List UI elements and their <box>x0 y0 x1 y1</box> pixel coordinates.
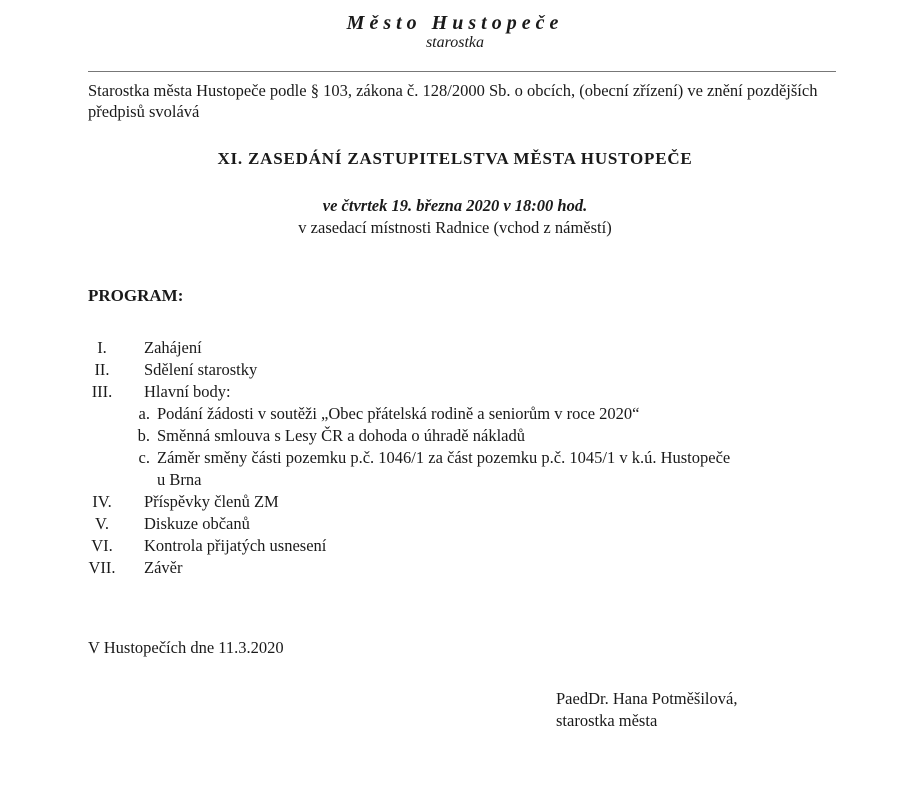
subitem-label: Záměr směny části pozemku p.č. 1046/1 za část pozemku p.č. 1045/1 v k.ú. Hustopeče <box>157 448 731 467</box>
agenda-item <box>0 557 910 579</box>
subitem-letter: c. <box>138 448 150 467</box>
agenda-item <box>0 535 910 557</box>
city-name: Město Hustopeče <box>346 12 564 34</box>
subitem-letter: b. <box>137 426 150 445</box>
agenda-item <box>0 491 910 513</box>
agenda-number: VI. <box>91 536 113 555</box>
agenda-subitem <box>0 403 910 425</box>
agenda-label: Zahájení <box>144 338 202 357</box>
agenda-label: Závěr <box>144 558 183 577</box>
agenda-item <box>0 513 910 535</box>
meeting-title: XI. ZASEDÁNÍ ZASTUPITELSTVA MĚSTA HUSTOPEČE <box>217 149 693 168</box>
subitem-label-continuation: u Brna <box>157 470 202 489</box>
header-divider <box>88 71 836 72</box>
subitem-label: Směnná smlouva s Lesy ČR a dohoda o úhradě nákladů <box>157 426 525 445</box>
agenda-label: Hlavní body: <box>144 382 231 401</box>
agenda-number: IV. <box>92 492 112 511</box>
agenda-number: III. <box>91 382 113 401</box>
intro-paragraph: Starostka města Hustopeče podle § 103, zákona č. 128/2000 Sb. o obcích, (obecní zřízení) ve znění pozdějších předpisů svolává <box>88 81 818 121</box>
agenda-item <box>0 337 910 359</box>
meeting-place: v zasedací místnosti Radnice (vchod z náměstí) <box>298 218 612 237</box>
agenda-subitem-continuation <box>0 469 910 491</box>
subitem-letter: a. <box>138 404 150 423</box>
agenda-number: V. <box>95 514 109 533</box>
agenda-list <box>0 337 910 579</box>
agenda-number: II. <box>94 360 110 379</box>
agenda-label: Sdělení starostky <box>144 360 258 379</box>
agenda-subitem <box>0 425 910 447</box>
agenda-item <box>0 359 910 381</box>
program-heading: PROGRAM: <box>88 286 184 305</box>
agenda-subitem <box>0 447 910 469</box>
signatory-name: PaedDr. Hana Potměšilová, <box>556 689 738 708</box>
office-role: starostka <box>425 34 485 51</box>
agenda-number: I. <box>97 338 107 357</box>
subitem-label: Podání žádosti v soutěži „Obec přátelská rodině a seniorům v roce 2020“ <box>157 404 640 423</box>
agenda-item <box>0 381 910 403</box>
signatory-title: starostka města <box>556 711 658 730</box>
agenda-label: Diskuze občanů <box>144 514 250 533</box>
place-and-date: V Hustopečích dne 11.3.2020 <box>88 638 284 657</box>
agenda-label: Kontrola přijatých usnesení <box>144 536 327 555</box>
meeting-date: ve čtvrtek 19. března 2020 v 18:00 hod. <box>322 196 588 215</box>
agenda-number: VII. <box>88 558 116 577</box>
signature-block <box>556 688 737 732</box>
agenda-label: Příspěvky členů ZM <box>144 492 279 511</box>
